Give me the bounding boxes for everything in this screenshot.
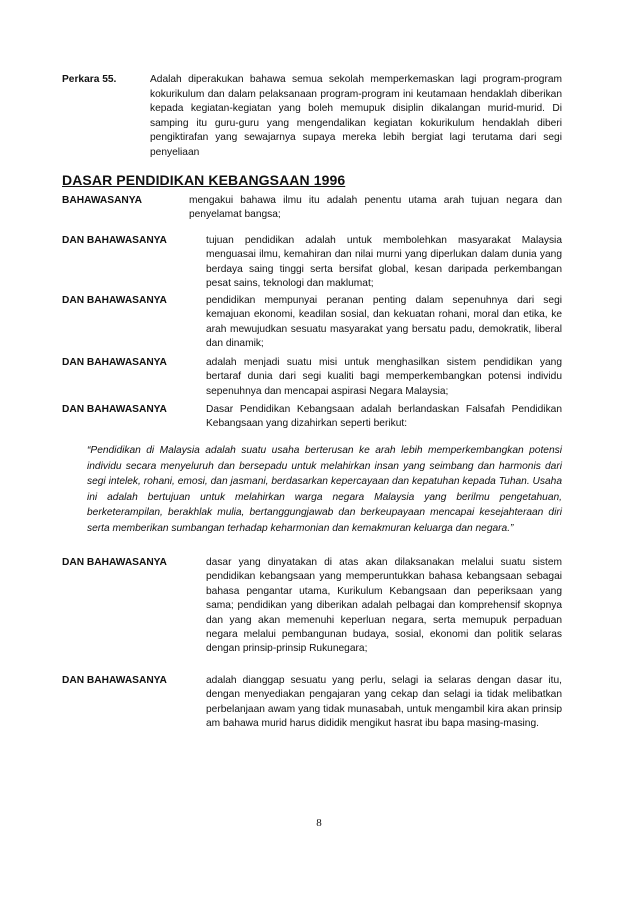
clause-dan-bahawasanya-3: [62, 356, 562, 399]
clause-dan-bahawasanya-5: [62, 556, 562, 657]
clause-dan-bahawasanya-4: [62, 403, 562, 432]
perkara-55-section: [62, 73, 562, 161]
clause-bahawasanya: [62, 194, 562, 223]
perkara-label: Perkara 55.: [62, 74, 117, 85]
philosophy-quote: “Pendidikan di Malaysia adalah suatu usaha berterusan ke arah lebih memperkembangkan potensi individu secara menyeluruh dan bersepadu untuk melahirkan insan yang seimbang dan harmonis dari segi intelek, rohani, emosi, dan jasmani, berdasarkan kepercayaan dan kepatuhan kepada Tuhan. Usaha ini adalah bertujuan untuk melahirkan warga negara Malaysia yang berilmu pengetahuan, berketerampilan, berakhlak mulia, bertanggungjawab dan berkeupayaan mencapai kesejahteraan diri serta memberikan sumbangan terhadap keharmonian dan kemakmuran keluarga dan negara.”: [87, 445, 562, 534]
clause-label: DAN BAHAWASANYA: [62, 357, 167, 368]
clause-label: BAHAWASANYA: [62, 195, 143, 206]
clause-label: DAN BAHAWASANYA: [62, 404, 167, 415]
clause-dan-bahawasanya-6: [62, 674, 562, 732]
clause-label: DAN BAHAWASANYA: [62, 235, 167, 246]
clause-text: adalah menjadi suatu misi untuk menghasilkan sistem pendidikan yang bertaraf dunia dari segi kualiti bagi memperkembangkan potensi individu sepenuhnya dan mencapai aspirasi Negara Malaysia;: [206, 357, 562, 397]
page-number: 8: [316, 817, 322, 829]
perkara-text: Adalah diperakukan bahawa semua sekolah memperkemaskan lagi program-program kokurikulum dan dalam pelaksanaan program-program ini keutamaan hendaklah diberikan kepada kegiatan-kegiatan yang boleh memupuk disiplin dikalangan murid-murid. Di samping itu guru-guru yang mengendalikan kegiatan kokurikulum hendaklah diberi pengiktirafan yang sewajarnya supaya mereka lebih bergiat lagi terutama dari segi penyeliaan: [150, 74, 562, 158]
clause-text: pendidikan mempunyai peranan penting dalam sepenuhnya dari segi kemajuan ekonomi, keadilan sosial, dan kekuatan rohani, moral dan etika, ke arah mewujudkan sesuatu masyarakat yang bersatu padu, demokratik, liberal dan dinamik;: [206, 295, 562, 350]
clause-text: dasar yang dinyatakan di atas akan dilaksanakan melalui suatu sistem pendidikan kebangsaan yang memperuntukkan bahasa kebangsaan sebagai bahasa pengantar utama, Kurikulum Kebangsaan dan peperiksaan yang sama; pendidikan yang diberikan adalah pelbagai dan komprehensif skopnya dan yang akan memenuhi keperluan negara, serta memupuk perpaduan negara melalui pembangunan budaya, sosial, ekonomi dan politik selaras dengan prinsip-prinsip Rukunegara;: [206, 557, 562, 655]
clause-text: Dasar Pendidikan Kebangsaan adalah berlandaskan Falsafah Pendidikan Kebangsaan yang dizahirkan seperti berikut:: [206, 404, 562, 430]
clause-text: adalah dianggap sesuatu yang perlu, selagi ia selaras dengan dasar itu, dengan menyediakan pengajaran yang cekap dan selagi ia tidak melibatkan perbelanjaan awam yang tidak munasabah, untuk mengambil kira akan prinsip am bahawa murid harus dididik mengikut hasrat ibu bapa masing-masing.: [206, 675, 562, 730]
clause-label: DAN BAHAWASANYA: [62, 557, 167, 568]
clause-label: DAN BAHAWASANYA: [62, 675, 167, 686]
clause-dan-bahawasanya-2: [62, 294, 562, 352]
section-heading: DASAR PENDIDIKAN KEBANGSAAN 1996: [62, 172, 346, 188]
clause-label: DAN BAHAWASANYA: [62, 295, 167, 306]
clause-text: tujuan pendidikan adalah untuk membolehkan masyarakat Malaysia menguasai ilmu, kemahiran dan nilai murni yang diperlukan dalam dunia yang berdaya saing tinggi serta bersifat global, kesan daripada perkembangan pesat sains, teknologi dan maklumat;: [206, 235, 562, 290]
clause-text: mengakui bahawa ilmu itu adalah penentu utama arah tujuan negara dan penyelamat bangsa;: [189, 195, 562, 221]
clause-dan-bahawasanya-1: [62, 234, 562, 292]
